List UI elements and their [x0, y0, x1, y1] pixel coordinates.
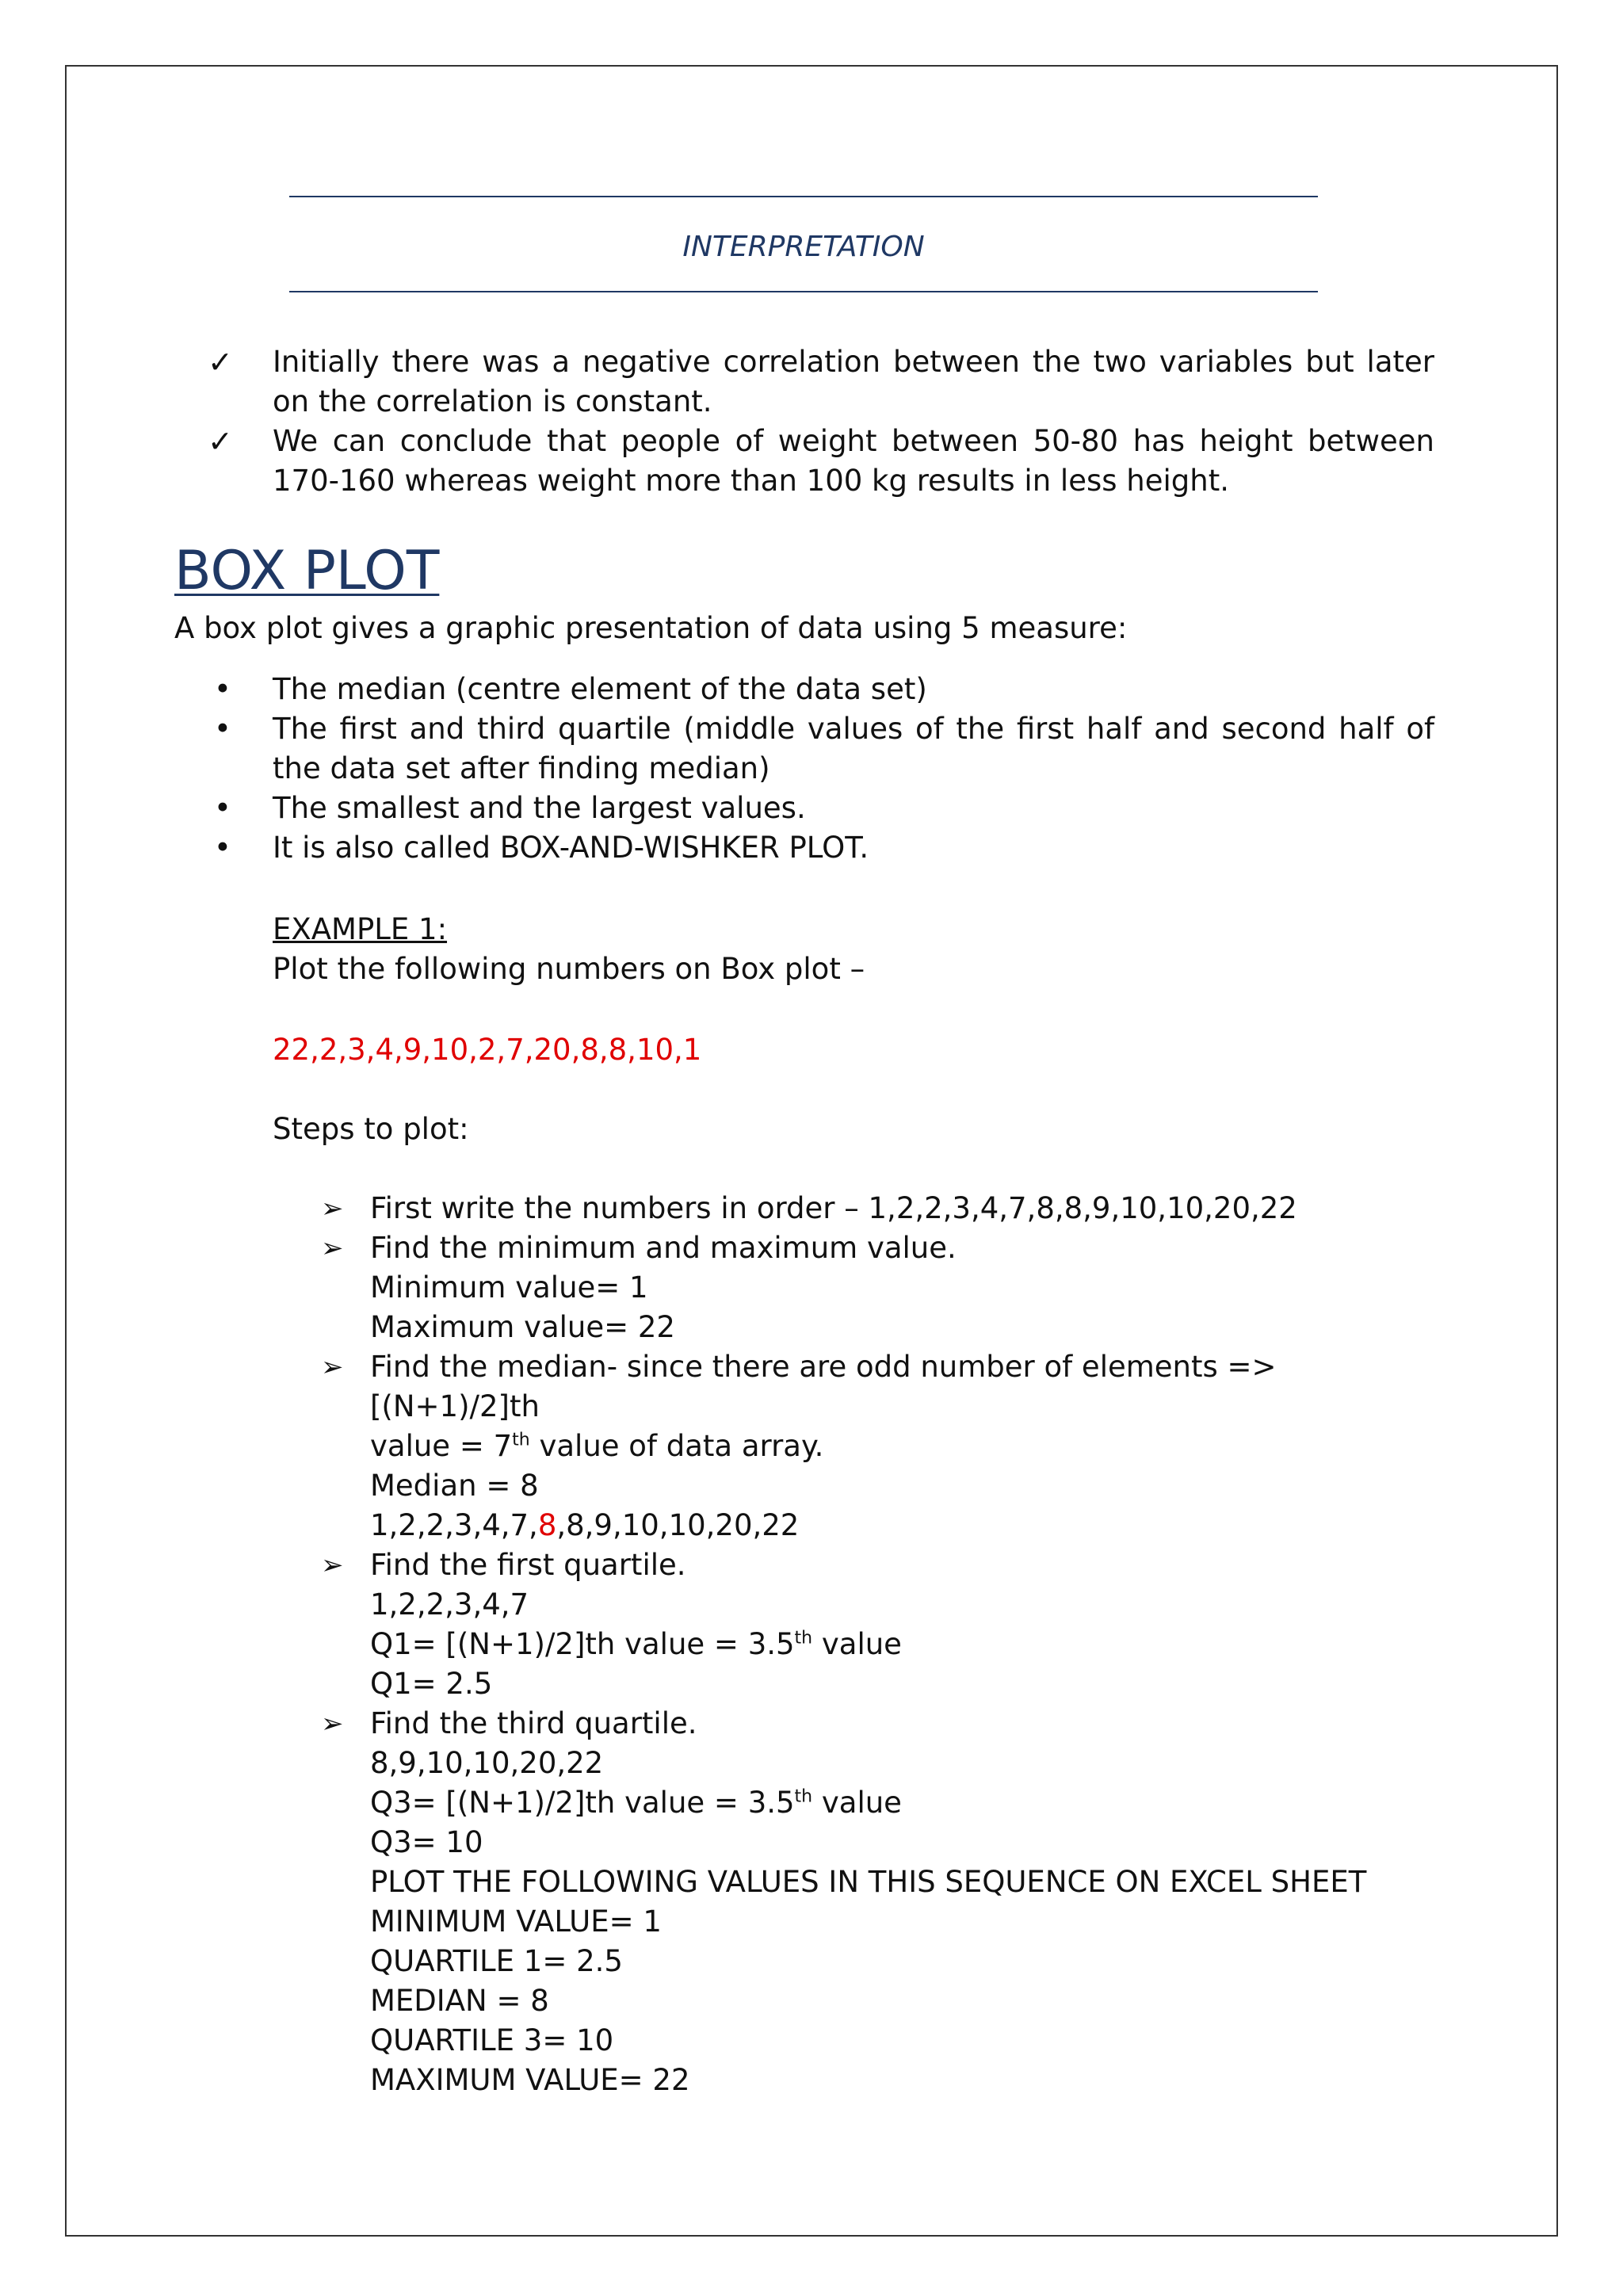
final-quartile-1: QUARTILE 1= 2.5 — [370, 1944, 623, 1978]
list-item-text: It is also called BOX-AND-WISHKER PLOT. — [273, 831, 869, 865]
step-text: Find the first quartile. — [370, 1548, 686, 1582]
list-item-text: We can conclude that people of weight between 50-80 has height between 170-160 whereas weight more than 100 kg results in less height. — [273, 424, 1434, 498]
section-title: BOX PLOT — [174, 540, 440, 602]
q1-formula-pre: Q1= [(N+1)/2]th value = 3.5 — [370, 1627, 795, 1661]
median-sequence — [370, 1506, 1438, 1545]
q1-formula-post: value — [812, 1627, 902, 1661]
list-item — [208, 828, 1434, 868]
bottom-rule — [289, 291, 1318, 292]
bullet-icon: • — [214, 712, 231, 746]
step-order — [321, 1189, 1438, 1228]
measure-list — [208, 670, 1434, 868]
bullet-icon: • — [214, 791, 231, 825]
final-median: MEDIAN = 8 — [370, 1984, 549, 2018]
step-text: Find the median- since there are odd number of elements => [(N+1)/2]th — [370, 1350, 1277, 1423]
final-minimum: MINIMUM VALUE= 1 — [370, 1904, 662, 1939]
list-item-text: Initially there was a negative correlation between the two variables but later on the correlation is constant. — [273, 345, 1434, 418]
q1-formula — [370, 1625, 1438, 1664]
plot-instruction: Plot the following numbers on Box plot – — [273, 952, 865, 986]
step-text: Find the third quartile. — [370, 1706, 697, 1740]
step-minmax — [321, 1228, 1438, 1347]
step-q3 — [321, 1704, 1438, 1862]
top-rule — [289, 196, 1318, 197]
interpretation-list — [208, 342, 1434, 501]
bullet-icon: • — [214, 672, 231, 706]
step-text: Find the minimum and maximum value. — [370, 1231, 957, 1265]
q3-formula-post: value — [812, 1786, 902, 1820]
q3-data: 8,9,10,10,20,22 — [370, 1746, 604, 1780]
superscript: th — [512, 1430, 530, 1450]
sequence-post: ,8,9,10,10,20,22 — [556, 1508, 800, 1542]
superscript: th — [794, 1786, 813, 1807]
q1-value: Q1= 2.5 — [370, 1667, 493, 1701]
checkmark-icon: ✓ — [208, 424, 233, 459]
list-item-text: The first and third quartile (middle values of the first half and second half of the data set after finding median) — [273, 712, 1434, 785]
example-heading: EXAMPLE 1: — [273, 912, 448, 946]
sequence-pre: 1,2,2,3,4,7, — [370, 1508, 538, 1542]
median-position — [370, 1427, 1438, 1466]
median-value: Median = 8 — [370, 1469, 539, 1503]
arrow-bullet-icon: ➢ — [321, 1193, 344, 1224]
arrow-bullet-icon: ➢ — [321, 1232, 344, 1264]
median-position-post: value of data array. — [529, 1429, 824, 1463]
max-value: Maximum value= 22 — [370, 1310, 675, 1344]
arrow-bullet-icon: ➢ — [321, 1708, 344, 1740]
intro-text: A box plot gives a graphic presentation of data using 5 measure: — [174, 611, 1128, 645]
arrow-bullet-icon: ➢ — [321, 1549, 344, 1581]
median-position-pre: value = 7 — [370, 1429, 513, 1463]
q3-value: Q3= 10 — [370, 1825, 483, 1859]
q1-data: 1,2,2,3,4,7 — [370, 1587, 529, 1622]
interpretation-title: INTERPRETATION — [682, 231, 925, 263]
step-text: First write the numbers in order – 1,2,2,3,4,7,8,8,9,10,10,20,22 — [370, 1191, 1297, 1225]
bullet-icon: • — [214, 831, 231, 865]
median-highlight: 8 — [537, 1508, 557, 1542]
steps-heading: Steps to plot: — [273, 1112, 469, 1146]
step-median — [321, 1347, 1438, 1545]
list-item-text: The median (centre element of the data set) — [273, 672, 927, 706]
final-instruction: PLOT THE FOLLOWING VALUES IN THIS SEQUENCE ON EXCEL SHEET — [370, 1865, 1367, 1899]
checkmark-icon: ✓ — [208, 345, 233, 380]
min-value: Minimum value= 1 — [370, 1270, 648, 1305]
final-maximum: MAXIMUM VALUE= 22 — [370, 2063, 690, 2097]
list-item-text: The smallest and the largest values. — [273, 791, 806, 825]
final-quartile-3: QUARTILE 3= 10 — [370, 2023, 614, 2057]
list-item — [208, 342, 1434, 422]
number-list: 22,2,3,4,9,10,2,7,20,8,8,10,1 — [273, 1033, 702, 1067]
step-q1 — [321, 1545, 1438, 1704]
q3-formula-pre: Q3= [(N+1)/2]th value = 3.5 — [370, 1786, 795, 1820]
arrow-bullet-icon: ➢ — [321, 1351, 344, 1383]
list-item — [208, 789, 1434, 828]
final-values — [370, 1862, 1366, 2100]
list-item — [208, 422, 1434, 501]
q3-formula — [370, 1783, 1438, 1823]
steps-list — [321, 1189, 1438, 1862]
superscript: th — [794, 1628, 813, 1648]
list-item — [208, 709, 1434, 789]
list-item — [208, 670, 1434, 709]
